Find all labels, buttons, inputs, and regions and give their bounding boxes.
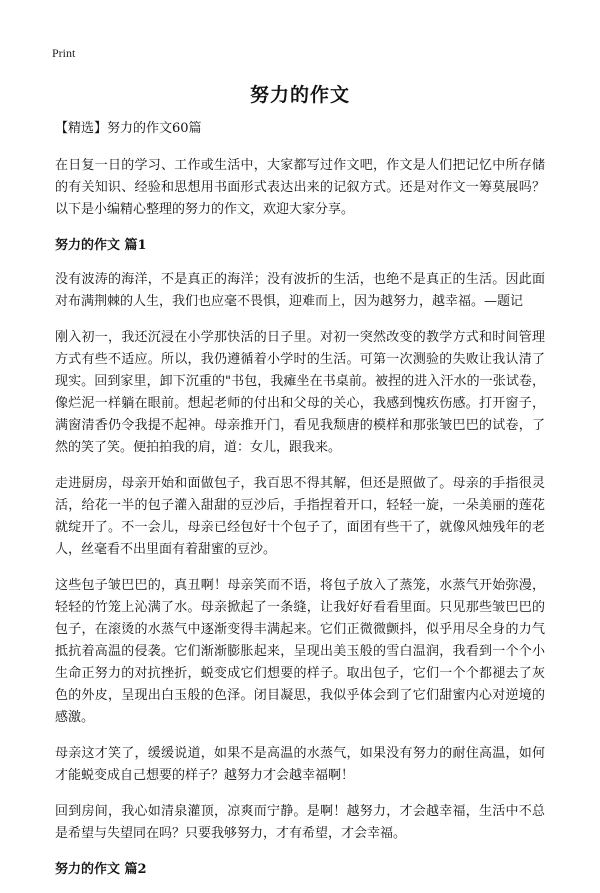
page-title: 努力的作文 (249, 84, 350, 106)
intro-paragraph: 在日复一日的学习、工作或生活中，大家都写过作文吧，作文是人们把记忆中所存储的有关知识、经验和思想用书面形式表达出来的记叙方式。还是对作文一筹莫展吗？以下是小编精心整理的努力的作文，欢迎大家分享。 (55, 158, 545, 217)
section-heading: 努力的作文 篇1 (55, 238, 147, 253)
paragraph: 这些包子皱巴巴的，真丑啊！母亲笑而不语，将包子放入了蒸笼，水蒸气开始弥漫，轻轻的竹笼上沁满了水。母亲掀起了一条缝，让我好好看看里面。只见那些皱巴巴的包子，在滚烫的水蒸气中逐渐变得丰满起来。它们正微微颤抖，似乎用尽全身的力气抵抗着高温的侵袭。它们渐渐膨胀起来，呈现出美玉般的雪白温润，我看到一个个小生命正努力的对抗挫折，蜕变成它们想要的样子。取出包子，它们一个个都褪去了灰色的外皮，呈现出白玉般的色泽。闭目凝思，我似乎体会到了它们甜蜜内心对逆境的感激。 (55, 578, 545, 725)
article-body (55, 118, 545, 893)
print-link[interactable]: Print (52, 46, 76, 60)
paragraph: 刚入初一，我还沉浸在小学那快活的日子里。对初一突然改变的教学方式和时间管理方式有些不适应。所以，我仍遵循着小学时的生活。可第一次测验的失败让我认清了现实。回到家里，卸下沉重的"书包，我瘫坐在书桌前。被捏的进入汗水的一张试卷，像烂泥一样躺在眼前。想起老师的付出和父母的关心，我感到愧疚伤感。打开窗子，满窗清香仍令我提不起神。母亲推开门，看见我颓唐的模样和那张皱巴巴的试卷，了然的笑了笑。便拍拍我的肩，道：女儿，跟我来。 (55, 330, 545, 455)
paragraph: 走进厨房，母亲开始和面做包子，我百思不得其解，但还是照做了。母亲的手指很灵活，给花一半的包子灌入甜甜的豆沙后，手指捏着开口，轻轻一旋，一朵美丽的莲花就绽开了。不一会儿，母亲已经包好十个包子了，面团有些干了，就像风烛残年的老人，丝毫看不出里面有着甜蜜的豆沙。 (55, 476, 545, 557)
article-lead: 【精选】努力的作文60篇 (55, 121, 202, 136)
paragraph: 母亲这才笑了，缓缓说道，如果不是高温的水蒸气，如果没有努力的耐住高温，如何才能蜕变成自己想要的样子？越努力才会越幸福啊！ (55, 746, 545, 783)
section-heading: 努力的作文 篇2 (55, 862, 147, 877)
paragraph: 没有波涛的海洋，不是真正的海洋；没有波折的生活，也绝不是真正的生活。因此面对布满荆棘的人生，我们也应毫不畏惧，迎难而上，因为越努力，越幸福。—题记 (55, 272, 545, 309)
paragraph: 回到房间，我心如清泉灌顶，凉爽而宁静。是啊！越努力，才会越幸福，生活中不总是希望与失望同在吗？只要我够努力，才有希望，才会幸福。 (55, 804, 545, 841)
